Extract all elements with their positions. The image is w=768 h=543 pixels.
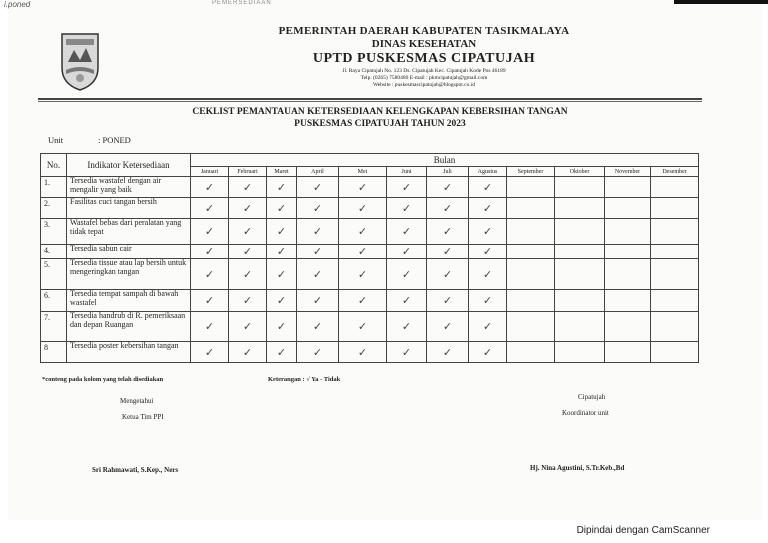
left-signature-name: Sri Rahmawati, S.Kep., Ners (92, 466, 179, 474)
check-cell: ✓ (191, 312, 229, 342)
letterhead-government: PEMERINTAH DAERAH KABUPATEN TASIKMALAYA (278, 25, 570, 37)
left-signature-role: Ketua Tim PPI (122, 413, 164, 421)
indicator-text: Tersedia handrub di R. pemeriksaan dan depan Ruangan (67, 312, 191, 342)
check-cell (605, 177, 651, 198)
check-cell: ✓ (191, 290, 229, 312)
month-header: Februari (229, 167, 267, 177)
indicator-text: Tersedia tempat sampah di bawah wastafel (67, 290, 191, 312)
check-cell (507, 259, 555, 290)
row-number: 6. (41, 290, 67, 312)
letterhead-department: DINAS KESEHATAN (371, 38, 477, 50)
check-cell (507, 312, 555, 342)
indicator-text: Fasilitas cuci tangan bersih (67, 198, 191, 219)
letterhead-institution: UPTD PUSKESMAS CIPATUJAH (312, 51, 536, 66)
month-header: September (507, 167, 555, 177)
check-cell (605, 290, 651, 312)
check-cell: ✓ (267, 177, 297, 198)
check-cell (651, 177, 699, 198)
row-number: 7. (41, 312, 67, 342)
check-cell (651, 245, 699, 259)
right-signature-role: Koordinator unit (562, 409, 609, 417)
header-no: No. (41, 154, 67, 177)
check-cell (507, 177, 555, 198)
title-line-1: CEKLIST PEMANTAUAN KETERSEDIAAN KELENGKAPAN KEBERSIHAN TANGAN (192, 107, 568, 117)
check-cell: ✓ (427, 290, 469, 312)
check-cell: ✓ (297, 245, 339, 259)
indicator-text: Wastafel bebas dari peralatan yang tidak tepat (67, 219, 191, 245)
unit-line (48, 135, 131, 145)
check-cell: ✓ (427, 342, 469, 363)
check-cell: ✓ (191, 198, 229, 219)
month-header: Maret (267, 167, 297, 177)
check-cell (555, 177, 605, 198)
check-cell: ✓ (469, 219, 507, 245)
check-cell: ✓ (191, 259, 229, 290)
check-cell (651, 198, 699, 219)
check-cell (507, 290, 555, 312)
check-cell: ✓ (469, 198, 507, 219)
check-cell: ✓ (387, 290, 427, 312)
check-cell: ✓ (339, 290, 387, 312)
month-header: November (605, 167, 651, 177)
month-header: Desember (651, 167, 699, 177)
check-cell: ✓ (387, 342, 427, 363)
check-cell: ✓ (297, 259, 339, 290)
row-number: 8 (41, 342, 67, 363)
document-title (110, 106, 650, 130)
table-row (41, 342, 699, 363)
check-cell: ✓ (267, 342, 297, 363)
check-cell: ✓ (469, 312, 507, 342)
indicator-text: Tersedia tissue atau lap bersih untuk mengeringkan tangan (67, 259, 191, 290)
check-cell: ✓ (469, 177, 507, 198)
indicator-text: Tersedia wastafel dengan air mengalir yang baik (67, 177, 191, 198)
title-line-2: PUSKESMAS CIPATUJAH TAHUN 2023 (294, 119, 466, 129)
check-cell: ✓ (427, 245, 469, 259)
footnote: *conteng pada kolom yang telah disediakan (42, 376, 164, 383)
check-cell (651, 312, 699, 342)
check-cell (651, 219, 699, 245)
month-header: Mei (339, 167, 387, 177)
check-cell: ✓ (427, 219, 469, 245)
check-cell: ✓ (229, 198, 267, 219)
check-cell: ✓ (191, 245, 229, 259)
letterhead-divider (38, 98, 702, 100)
check-cell (507, 198, 555, 219)
letterhead-contact: Telp. (0265) 7580480 E-mail : pkmcipatujah@gmail.com (360, 75, 488, 81)
month-header: April (297, 167, 339, 177)
table-row (41, 312, 699, 342)
check-cell: ✓ (339, 177, 387, 198)
check-cell: ✓ (427, 177, 469, 198)
check-cell (651, 342, 699, 363)
table-row (41, 177, 699, 198)
unit-value: : PONED (98, 135, 131, 145)
check-cell (605, 219, 651, 245)
check-cell (555, 219, 605, 245)
check-cell (555, 245, 605, 259)
check-cell: ✓ (339, 259, 387, 290)
tasikmalaya-emblem-icon (58, 30, 102, 92)
check-cell: ✓ (387, 177, 427, 198)
checklist-table (40, 153, 699, 363)
check-cell (651, 290, 699, 312)
check-cell: ✓ (427, 259, 469, 290)
check-cell: ✓ (267, 290, 297, 312)
check-cell: ✓ (229, 219, 267, 245)
check-cell: ✓ (267, 245, 297, 259)
check-cell (605, 312, 651, 342)
month-header: Juli (427, 167, 469, 177)
check-cell: ✓ (339, 198, 387, 219)
check-cell: ✓ (229, 245, 267, 259)
right-signature-name: Hj. Nina Agustini, S.Tr.Keb.,Bd (530, 464, 625, 472)
check-cell: ✓ (339, 245, 387, 259)
check-cell (507, 245, 555, 259)
right-signature-place: Cipatujah (578, 393, 606, 401)
check-cell: ✓ (469, 259, 507, 290)
check-cell: ✓ (191, 342, 229, 363)
indicator-text: Tersedia poster kebersihan tangan (67, 342, 191, 363)
check-cell: ✓ (387, 259, 427, 290)
check-cell: ✓ (267, 259, 297, 290)
check-cell (605, 342, 651, 363)
legend-keterangan: Keterangan : √ Ya - Tidak (268, 376, 341, 383)
check-cell: ✓ (387, 312, 427, 342)
row-number: 3. (41, 219, 67, 245)
check-cell (507, 342, 555, 363)
table-row (41, 245, 699, 259)
table-row (41, 198, 699, 219)
row-number: 5. (41, 259, 67, 290)
check-cell: ✓ (229, 177, 267, 198)
check-cell: ✓ (339, 312, 387, 342)
left-signature-intro: Mengetahui (120, 397, 154, 405)
check-cell (605, 245, 651, 259)
bleed-through-text: PEMERSEDIAAN (212, 0, 272, 6)
table-row (41, 219, 699, 245)
handwritten-note: i.poned (4, 0, 31, 9)
check-cell: ✓ (229, 290, 267, 312)
check-cell: ✓ (267, 219, 297, 245)
camscanner-watermark: Dipindai dengan CamScanner (576, 525, 710, 536)
check-cell: ✓ (229, 259, 267, 290)
row-number: 4. (41, 245, 67, 259)
check-cell (555, 198, 605, 219)
check-cell: ✓ (387, 219, 427, 245)
month-header: Oktober (555, 167, 605, 177)
check-cell: ✓ (267, 312, 297, 342)
check-cell: ✓ (297, 290, 339, 312)
check-cell (555, 259, 605, 290)
check-cell: ✓ (427, 312, 469, 342)
check-cell: ✓ (229, 342, 267, 363)
check-cell: ✓ (339, 219, 387, 245)
check-cell: ✓ (297, 219, 339, 245)
check-cell: ✓ (469, 245, 507, 259)
header-bulan: Bulan (191, 154, 699, 167)
check-cell: ✓ (469, 342, 507, 363)
scan-edge (674, 0, 768, 4)
letterhead-address: Jl. Raya Cipatujah No. 123 Ds. Cipatujah Kec. Cipatujah Kode Pos 46189 (342, 68, 506, 74)
table-row (41, 259, 699, 290)
check-cell (555, 342, 605, 363)
letterhead-divider-thin (38, 101, 702, 102)
check-cell: ✓ (267, 198, 297, 219)
check-cell: ✓ (387, 245, 427, 259)
check-cell: ✓ (297, 177, 339, 198)
check-cell (507, 219, 555, 245)
check-cell (605, 259, 651, 290)
check-cell: ✓ (229, 312, 267, 342)
letterhead (198, 25, 650, 88)
check-cell: ✓ (191, 219, 229, 245)
check-cell: ✓ (297, 312, 339, 342)
check-cell: ✓ (469, 290, 507, 312)
table-row (41, 290, 699, 312)
header-indikator: Indikator Ketersediaan (67, 154, 191, 177)
check-cell (651, 259, 699, 290)
unit-label: Unit (48, 135, 64, 145)
check-cell: ✓ (191, 177, 229, 198)
row-number: 2. (41, 198, 67, 219)
row-number: 1. (41, 177, 67, 198)
check-cell: ✓ (297, 342, 339, 363)
check-cell: ✓ (427, 198, 469, 219)
check-cell (605, 198, 651, 219)
month-header: Agustus (469, 167, 507, 177)
letterhead-website: Website : puskesmascipatujah@blogspot.co.id (372, 82, 476, 88)
check-cell (555, 312, 605, 342)
check-cell: ✓ (339, 342, 387, 363)
indicator-text: Tersedia sabun cair (67, 245, 191, 259)
check-cell (555, 290, 605, 312)
month-header: Januari (191, 167, 229, 177)
month-header: Juni (387, 167, 427, 177)
check-cell: ✓ (297, 198, 339, 219)
check-cell: ✓ (387, 198, 427, 219)
